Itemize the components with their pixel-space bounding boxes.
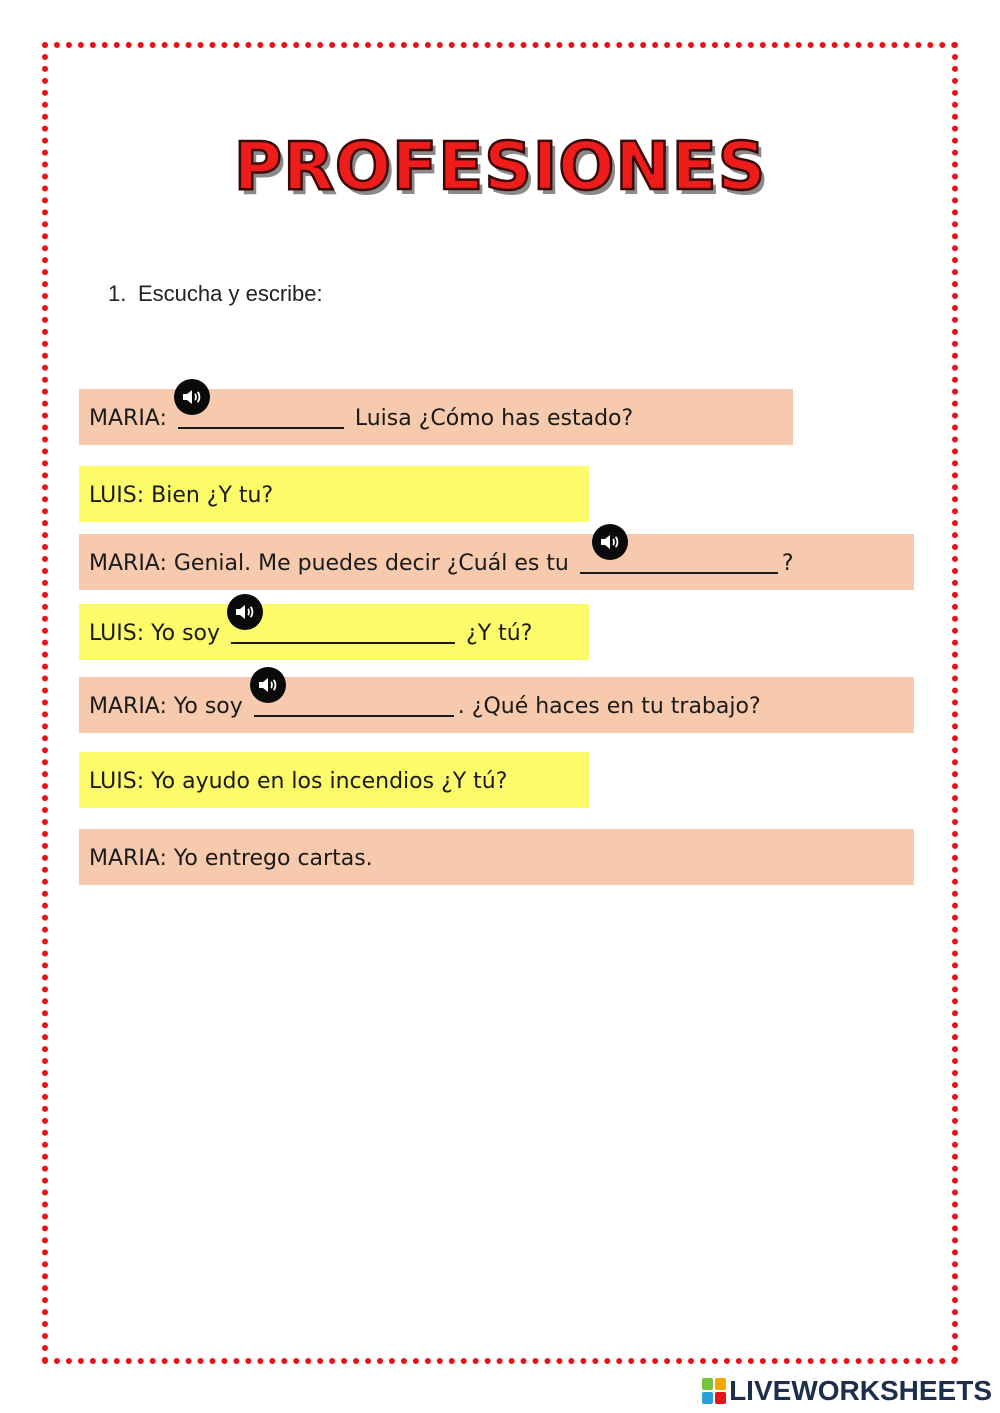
line-text: LUIS: Yo soy [89,621,228,646]
speaker-icon[interactable] [174,379,210,415]
speaker-icon[interactable] [227,594,263,630]
dialogue-line-maria-3 [79,677,914,733]
page-title: PROFESIONES [233,128,767,205]
line-text: Luisa ¿Cómo has estado? [347,406,634,431]
footer-brand: LIVEWORKSHEETS [729,1375,992,1406]
answer-blank-4[interactable] [254,693,454,717]
liveworksheets-logo-icon [702,1378,726,1404]
dialogue-line-maria-2 [79,534,914,590]
answer-blank-2[interactable] [580,550,778,574]
speaker-icon[interactable] [250,667,286,703]
dialogue-line-luis-2 [79,604,589,660]
dialogue-line-luis-3 [79,752,589,808]
dialogue-line-maria-4 [79,829,914,885]
liveworksheets-logo [702,1375,992,1407]
line-text: LUIS: Yo ayudo en los incendios ¿Y tú? [89,769,508,794]
line-text: MARIA: Yo soy [89,694,250,719]
speaker-icon[interactable] [592,524,628,560]
instruction-text: Escucha y escribe: [138,281,323,306]
answer-blank-1[interactable] [178,405,344,429]
answer-blank-3[interactable] [231,620,455,644]
line-text: MARIA: Genial. Me puedes decir ¿Cuál es tu [89,551,576,576]
instruction-number: 1. [108,281,127,306]
line-text: ? [781,551,794,576]
line-text: LUIS: Bien ¿Y tu? [89,483,274,508]
line-text: MARIA: Yo entrego cartas. [89,846,373,871]
line-text: ¿Y tú? [459,621,533,646]
instruction [108,281,323,307]
line-text: MARIA: [89,406,174,431]
dialogue-line-maria-1 [79,389,793,445]
dialogue-line-luis-1 [79,466,589,522]
line-text: . ¿Qué haces en tu trabajo? [457,694,761,719]
